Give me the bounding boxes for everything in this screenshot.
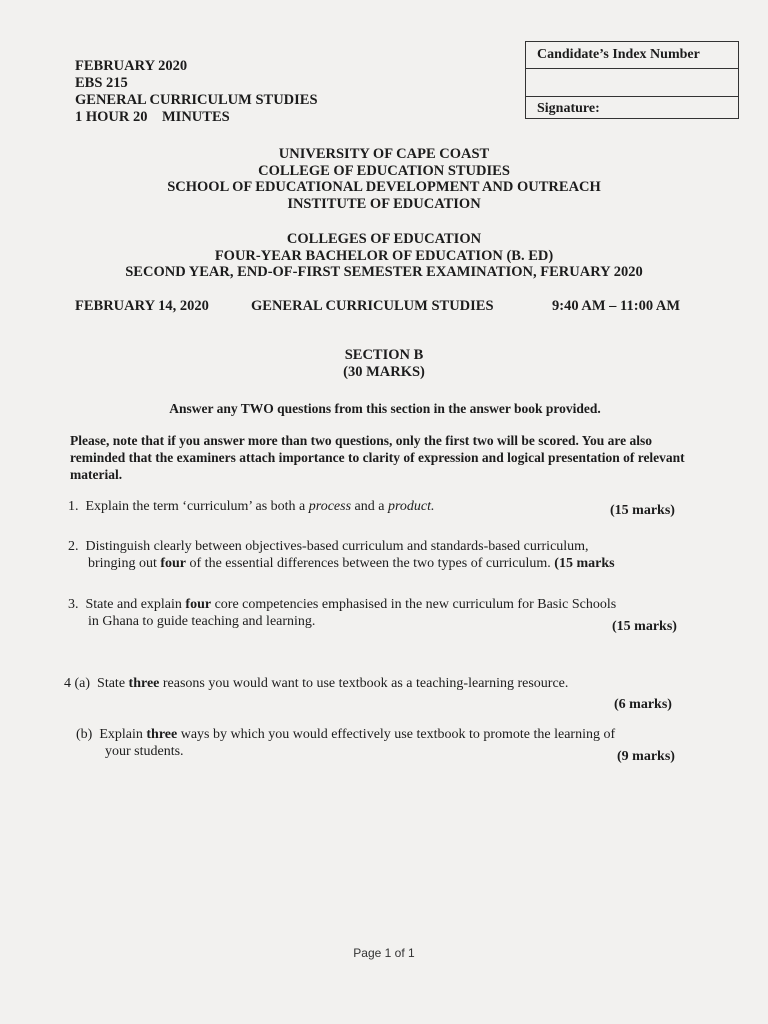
exam-duration: 1 HOUR 20 MINUTES [75, 109, 230, 125]
exam-time: 9:40 AM – 11:00 AM [552, 298, 681, 314]
question-number: 1. [68, 499, 79, 514]
course-code: EBS 215 [75, 75, 128, 91]
section-title: SECTION B [344, 347, 424, 363]
question-1 [68, 498, 435, 515]
program-line-3: SECOND YEAR, END-OF-FIRST SEMESTER EXAMINATION, FERUARY 2020 [125, 264, 643, 280]
question-3-marks: (15 marks) [612, 619, 677, 634]
question-text: ways by which you would effectively use textbook to promote the learning of [177, 727, 616, 742]
section-heading [0, 347, 768, 381]
institute-name: INSTITUTE OF EDUCATION [287, 195, 481, 212]
question-number: 4 (a) [64, 676, 91, 691]
program-block [0, 231, 768, 281]
question-4a-marks: (6 marks) [614, 697, 672, 712]
question-text: Distinguish clearly between objectives-based curriculum and standards-based curriculum, [85, 539, 589, 554]
course-title: GENERAL CURRICULUM STUDIES [75, 92, 318, 108]
program-line-2: FOUR-YEAR BACHELOR OF EDUCATION (B. ED) [214, 247, 554, 264]
exam-header [75, 58, 318, 126]
question-4b [76, 726, 615, 760]
page-number: Page 1 of 1 [353, 946, 415, 960]
main-instruction: Answer any TWO questions from this section in the answer book provided. [169, 401, 601, 416]
institution-block [0, 146, 768, 212]
question-4b-marks: (9 marks) [617, 749, 675, 764]
question-text: your students. [105, 744, 184, 759]
signature-label: Signature: [537, 101, 600, 116]
question-text: Explain the term ‘curriculum’ as both a [85, 499, 309, 514]
college-name: COLLEGE OF EDUCATION STUDIES [258, 162, 510, 179]
question-text: State [97, 676, 129, 691]
question-2-marks: (15 marks [554, 556, 615, 571]
question-emphasis: three [128, 676, 160, 691]
question-text: core competencies emphasised in the new curriculum for Basic Schools [211, 597, 617, 612]
candidate-index-box [525, 41, 739, 119]
question-text: Explain [99, 727, 147, 742]
question-number: 3. [68, 597, 79, 612]
question-text: of the essential differences between the two types of curriculum. [186, 556, 551, 571]
question-3 [68, 596, 616, 630]
question-4a [64, 675, 568, 692]
question-number: (b) [76, 727, 93, 742]
question-emphasis: four [185, 597, 212, 612]
note-instruction: Please, note that if you answer more than two questions, only the first two will be scored. You are also reminded that the examiners attach importance to clarity of expression and logical presentation of relevant material. [70, 433, 685, 482]
question-text: bringing out [88, 556, 161, 571]
question-text: in Ghana to guide teaching and learning. [88, 614, 316, 629]
question-2 [68, 538, 615, 572]
question-emphasis: process [308, 499, 352, 514]
university-name: UNIVERSITY OF CAPE COAST [278, 146, 490, 162]
question-number: 2. [68, 539, 79, 554]
index-number-field[interactable] [526, 69, 738, 97]
question-emphasis: product. [387, 499, 435, 514]
school-name: SCHOOL OF EDUCATIONAL DEVELOPMENT AND OUTREACH [167, 179, 601, 195]
question-text: State and explain [85, 597, 186, 612]
question-1-marks: (15 marks) [610, 503, 675, 518]
header-date: FEBRUARY 2020 [75, 58, 188, 74]
question-text: and a [351, 499, 388, 514]
question-text: reasons you would want to use textbook as a teaching-learning resource. [159, 676, 569, 691]
program-line-1: COLLEGES OF EDUCATION [286, 231, 482, 247]
section-marks: (30 MARKS) [343, 364, 425, 380]
exam-subject: GENERAL CURRICULUM STUDIES [251, 298, 494, 314]
question-emphasis: four [160, 556, 187, 571]
exam-date: FEBRUARY 14, 2020 [75, 298, 209, 314]
index-number-label: Candidate’s Index Number [526, 42, 738, 69]
question-emphasis: three [146, 727, 178, 742]
